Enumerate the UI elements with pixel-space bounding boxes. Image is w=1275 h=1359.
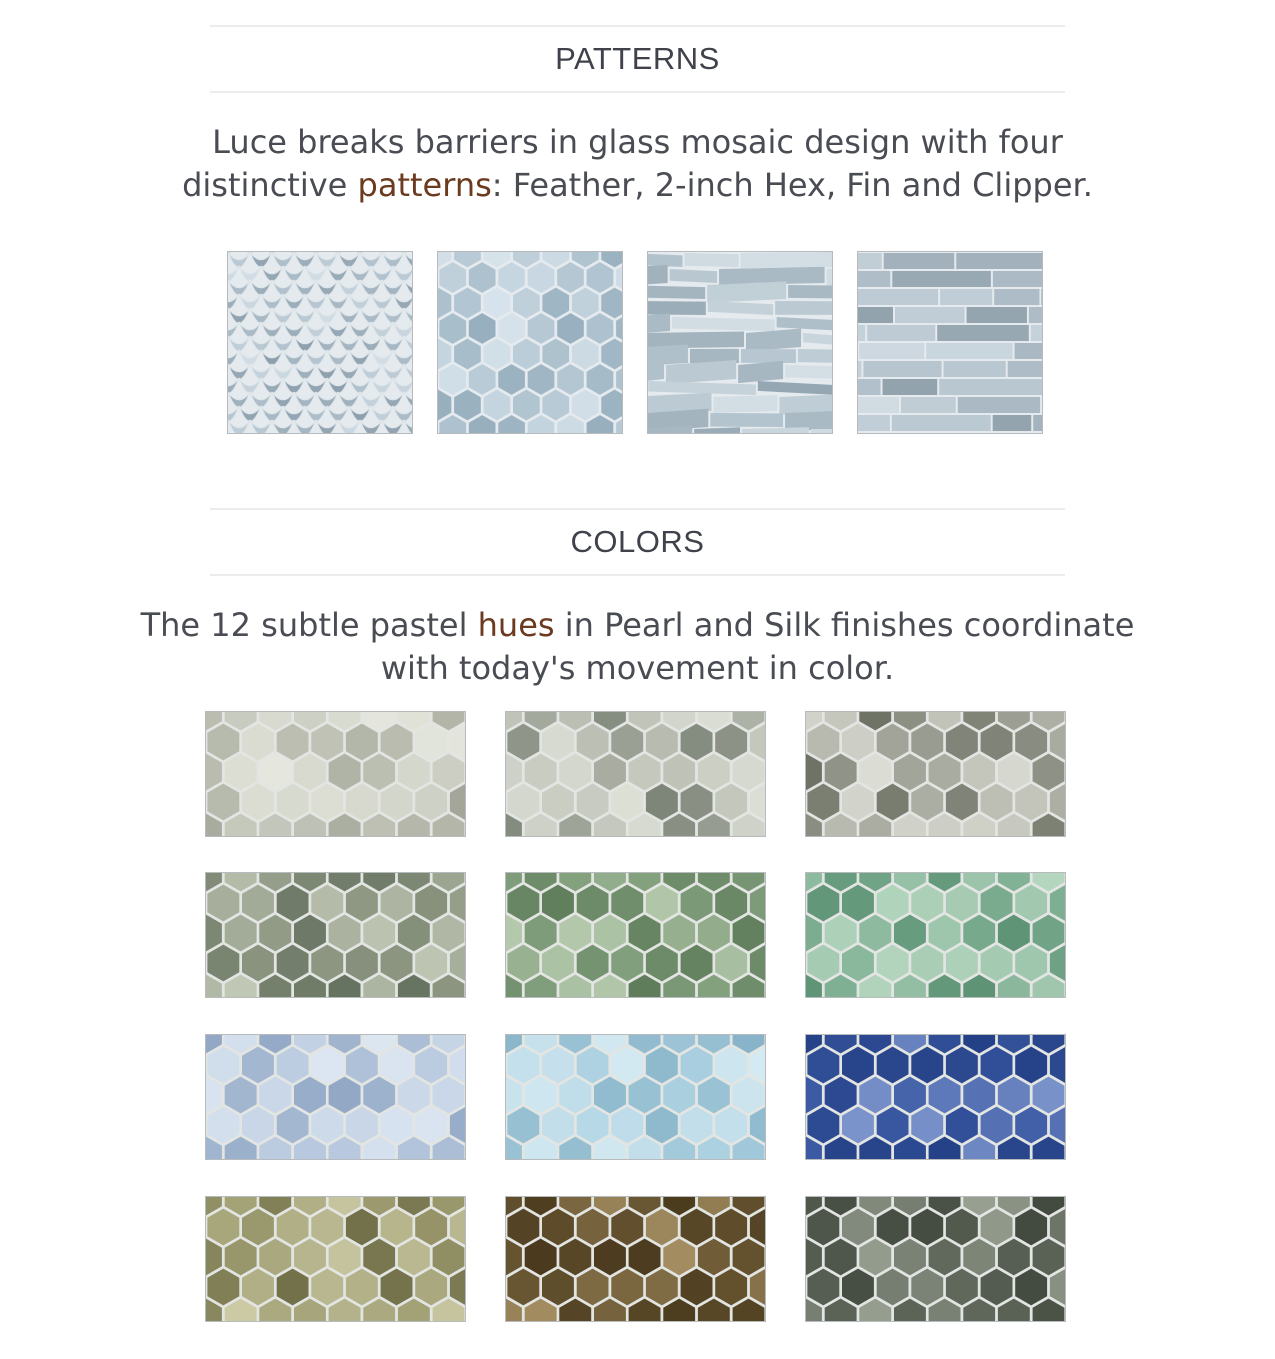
color-swatch-12[interactable] bbox=[805, 1196, 1066, 1322]
pattern-tile-feather[interactable] bbox=[227, 251, 413, 434]
patterns-heading-text: PATTERNS bbox=[555, 41, 720, 76]
patterns-heading bbox=[210, 25, 1065, 93]
colors-heading bbox=[210, 508, 1065, 576]
hues-link[interactable]: hues bbox=[477, 606, 555, 644]
patterns-description-line2: distinctive patterns: Feather, 2-inch Hex, Fin and Clipper. bbox=[182, 166, 1093, 204]
patterns-description-line1: Luce breaks barriers in glass mosaic design with four bbox=[212, 123, 1063, 161]
pattern-tile-clipper[interactable] bbox=[857, 251, 1043, 434]
color-swatch-6[interactable] bbox=[805, 872, 1066, 998]
colors-heading-text: COLORS bbox=[570, 524, 705, 559]
colors-description-line2: with today's movement in color. bbox=[380, 649, 895, 687]
color-swatch-10[interactable] bbox=[205, 1196, 466, 1322]
color-swatch-8[interactable] bbox=[505, 1034, 766, 1160]
patterns-description bbox=[0, 121, 1275, 207]
colors-description bbox=[0, 604, 1275, 690]
patterns-link[interactable]: patterns bbox=[357, 166, 492, 204]
color-swatch-2[interactable] bbox=[505, 711, 766, 837]
colors-description-line1: The 12 subtle pastel hues in Pearl and Silk finishes coordinate bbox=[140, 606, 1135, 644]
color-swatch-3[interactable] bbox=[805, 711, 1066, 837]
pattern-tile-fin[interactable] bbox=[647, 251, 833, 434]
color-swatch-4[interactable] bbox=[205, 872, 466, 998]
pattern-tile-hex[interactable] bbox=[437, 251, 623, 434]
color-swatch-1[interactable] bbox=[205, 711, 466, 837]
color-swatch-9[interactable] bbox=[805, 1034, 1066, 1160]
color-swatch-11[interactable] bbox=[505, 1196, 766, 1322]
color-swatch-7[interactable] bbox=[205, 1034, 466, 1160]
color-swatch-5[interactable] bbox=[505, 872, 766, 998]
